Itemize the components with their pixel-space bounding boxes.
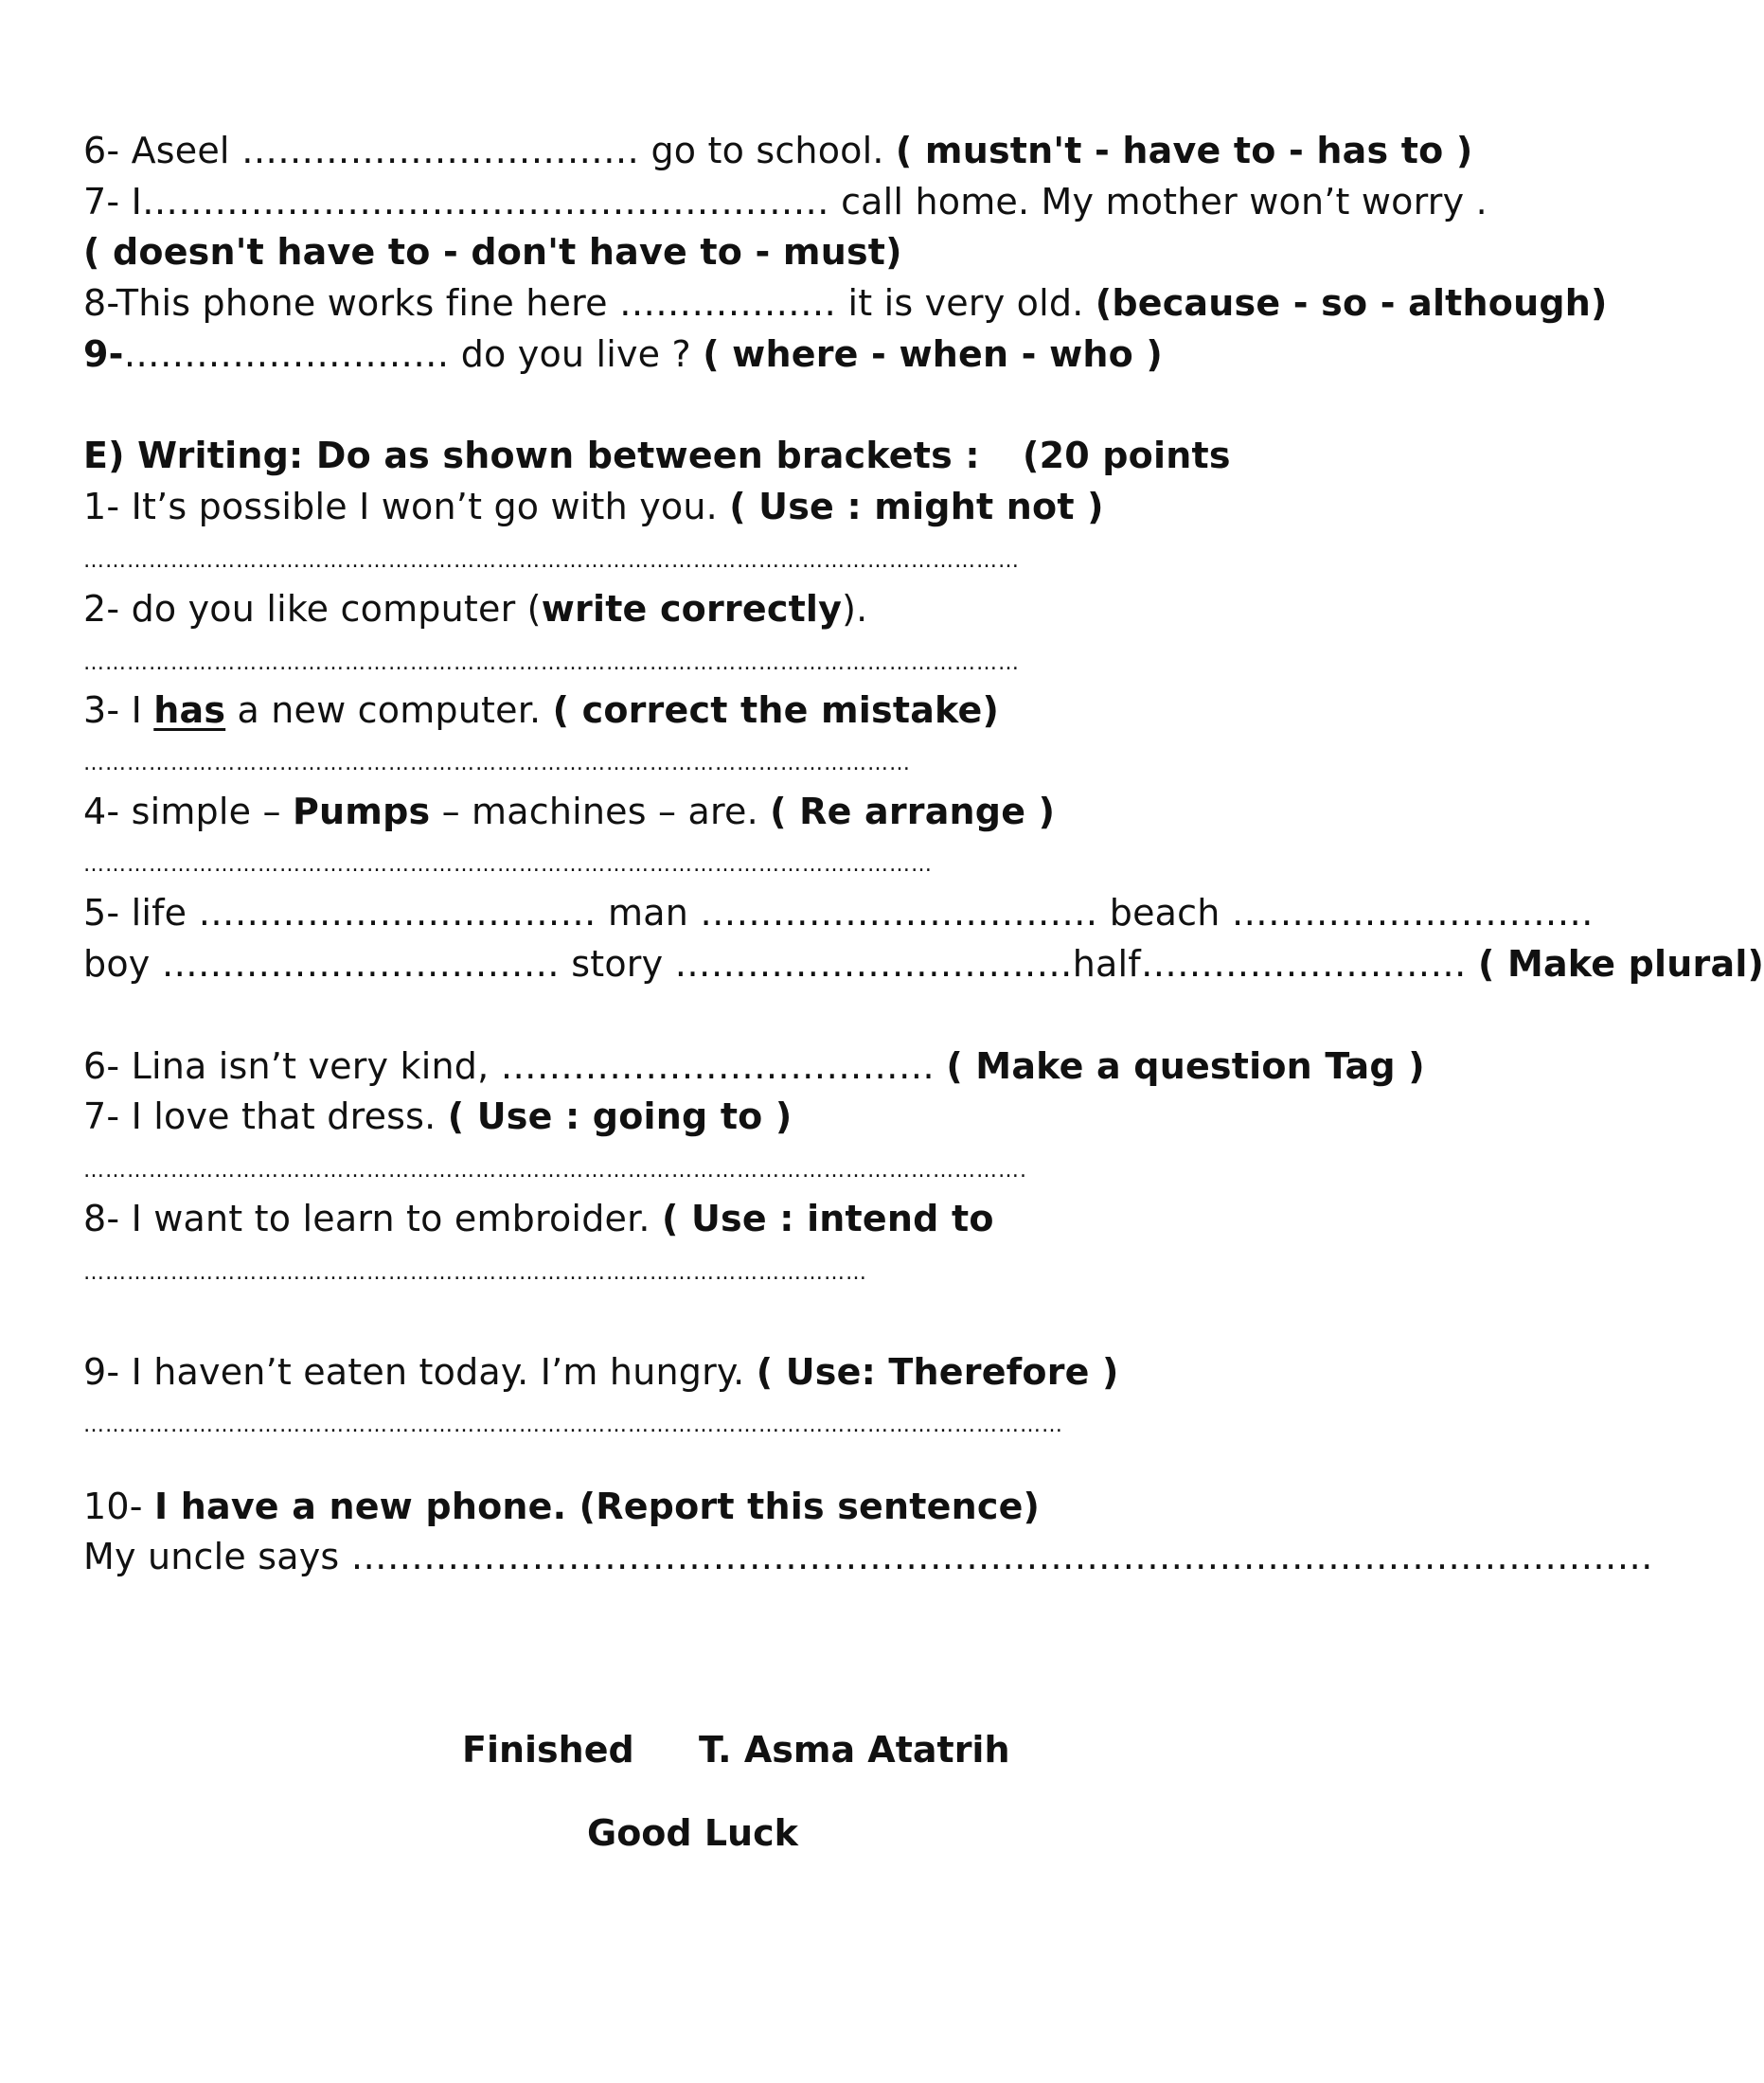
e-question-10: 10- I have a new phone. (Report this sentence) — [83, 1486, 1041, 1527]
e-question-1: 1- It’s possible I won’t go with you. ( Use : might not ) — [83, 486, 1104, 527]
underlined-word: has — [153, 689, 226, 731]
e-question-8: 8- I want to learn to embroider. ( Use : intend to — [83, 1198, 994, 1239]
worksheet-page — [83, 0, 1764, 2083]
e-question-3: 3- I has a new computer. ( correct the mistake) — [83, 689, 1000, 731]
d-question-9: 9-……………………… do you live ? ( where - when - who ) — [83, 333, 1163, 375]
d-question-6: 6- Aseel …………………………… go to school. ( mustn't - have to - has to ) — [83, 130, 1473, 171]
answer-line-9[interactable]: ……………………………………………………………………………………………………………………… — [83, 1414, 1063, 1437]
answer-line-1[interactable]: ………………………………………………………………………………………………………………… — [83, 549, 1020, 573]
options: ( where - when - who ) — [703, 333, 1163, 375]
options: (because - so - although) — [1095, 282, 1608, 324]
e-question-2: 2- do you like computer (write correctly). — [83, 588, 868, 630]
e-question-9: 9- I haven’t eaten today. I’m hungry. ( Use: Therefore ) — [83, 1351, 1119, 1393]
finished-label: Finished — [462, 1729, 634, 1771]
teacher-name: T. Asma Atatrih — [699, 1729, 1010, 1771]
d-question-7: 7- I………………………………………………… call home. My mother won’t worry . — [83, 181, 1488, 223]
e-question-7: 7- I love that dress. ( Use : going to ) — [83, 1095, 793, 1137]
answer-line-7[interactable]: …………………………………………………………………………………………………………………. — [83, 1159, 1027, 1183]
e-question-6: 6- Lina isn’t very kind, ……………………………… ( Make a question Tag ) — [83, 1045, 1425, 1087]
blank[interactable]: …………………………… — [241, 130, 640, 171]
answer-line-4[interactable]: ……………………………………………………………………………………………………… — [83, 853, 933, 877]
answer-line-8[interactable]: ……………………………………………………………………………………………… — [83, 1261, 867, 1285]
blank[interactable]: ……………… — [618, 282, 837, 324]
d-question-8: 8-This phone works fine here ……………… it is very old. (because - so - although) — [83, 282, 1608, 324]
section-e-heading: E) Writing: Do as shown between brackets : — [83, 435, 980, 476]
section-e-points: (20 points — [1023, 435, 1231, 476]
e-question-10-line-2: My uncle says ……………………………………………………………………………………………… — [83, 1536, 1653, 1577]
e-question-4: 4- simple – Pumps – machines – are. ( Re arrange ) — [83, 791, 1056, 832]
e-question-5-line-2: boy …………………………… story ……………………………half……………………… ( Make plural) — [83, 943, 1764, 985]
e-question-5-line-1: 5- life …………………………… man …………………………… beach ………………………… — [83, 892, 1594, 934]
blank[interactable]: ……………………… — [123, 333, 450, 375]
options: ( mustn't - have to - has to ) — [895, 130, 1473, 171]
blank[interactable]: ………………………………………………… — [142, 181, 829, 223]
good-luck-label: Good Luck — [587, 1812, 798, 1854]
answer-line-3[interactable]: …………………………………………………………………………………………………… — [83, 752, 911, 775]
answer-line-2[interactable]: ………………………………………………………………………………………………………………… — [83, 651, 1020, 675]
d-question-7-options: ( doesn't have to - don't have to - must) — [83, 231, 902, 273]
